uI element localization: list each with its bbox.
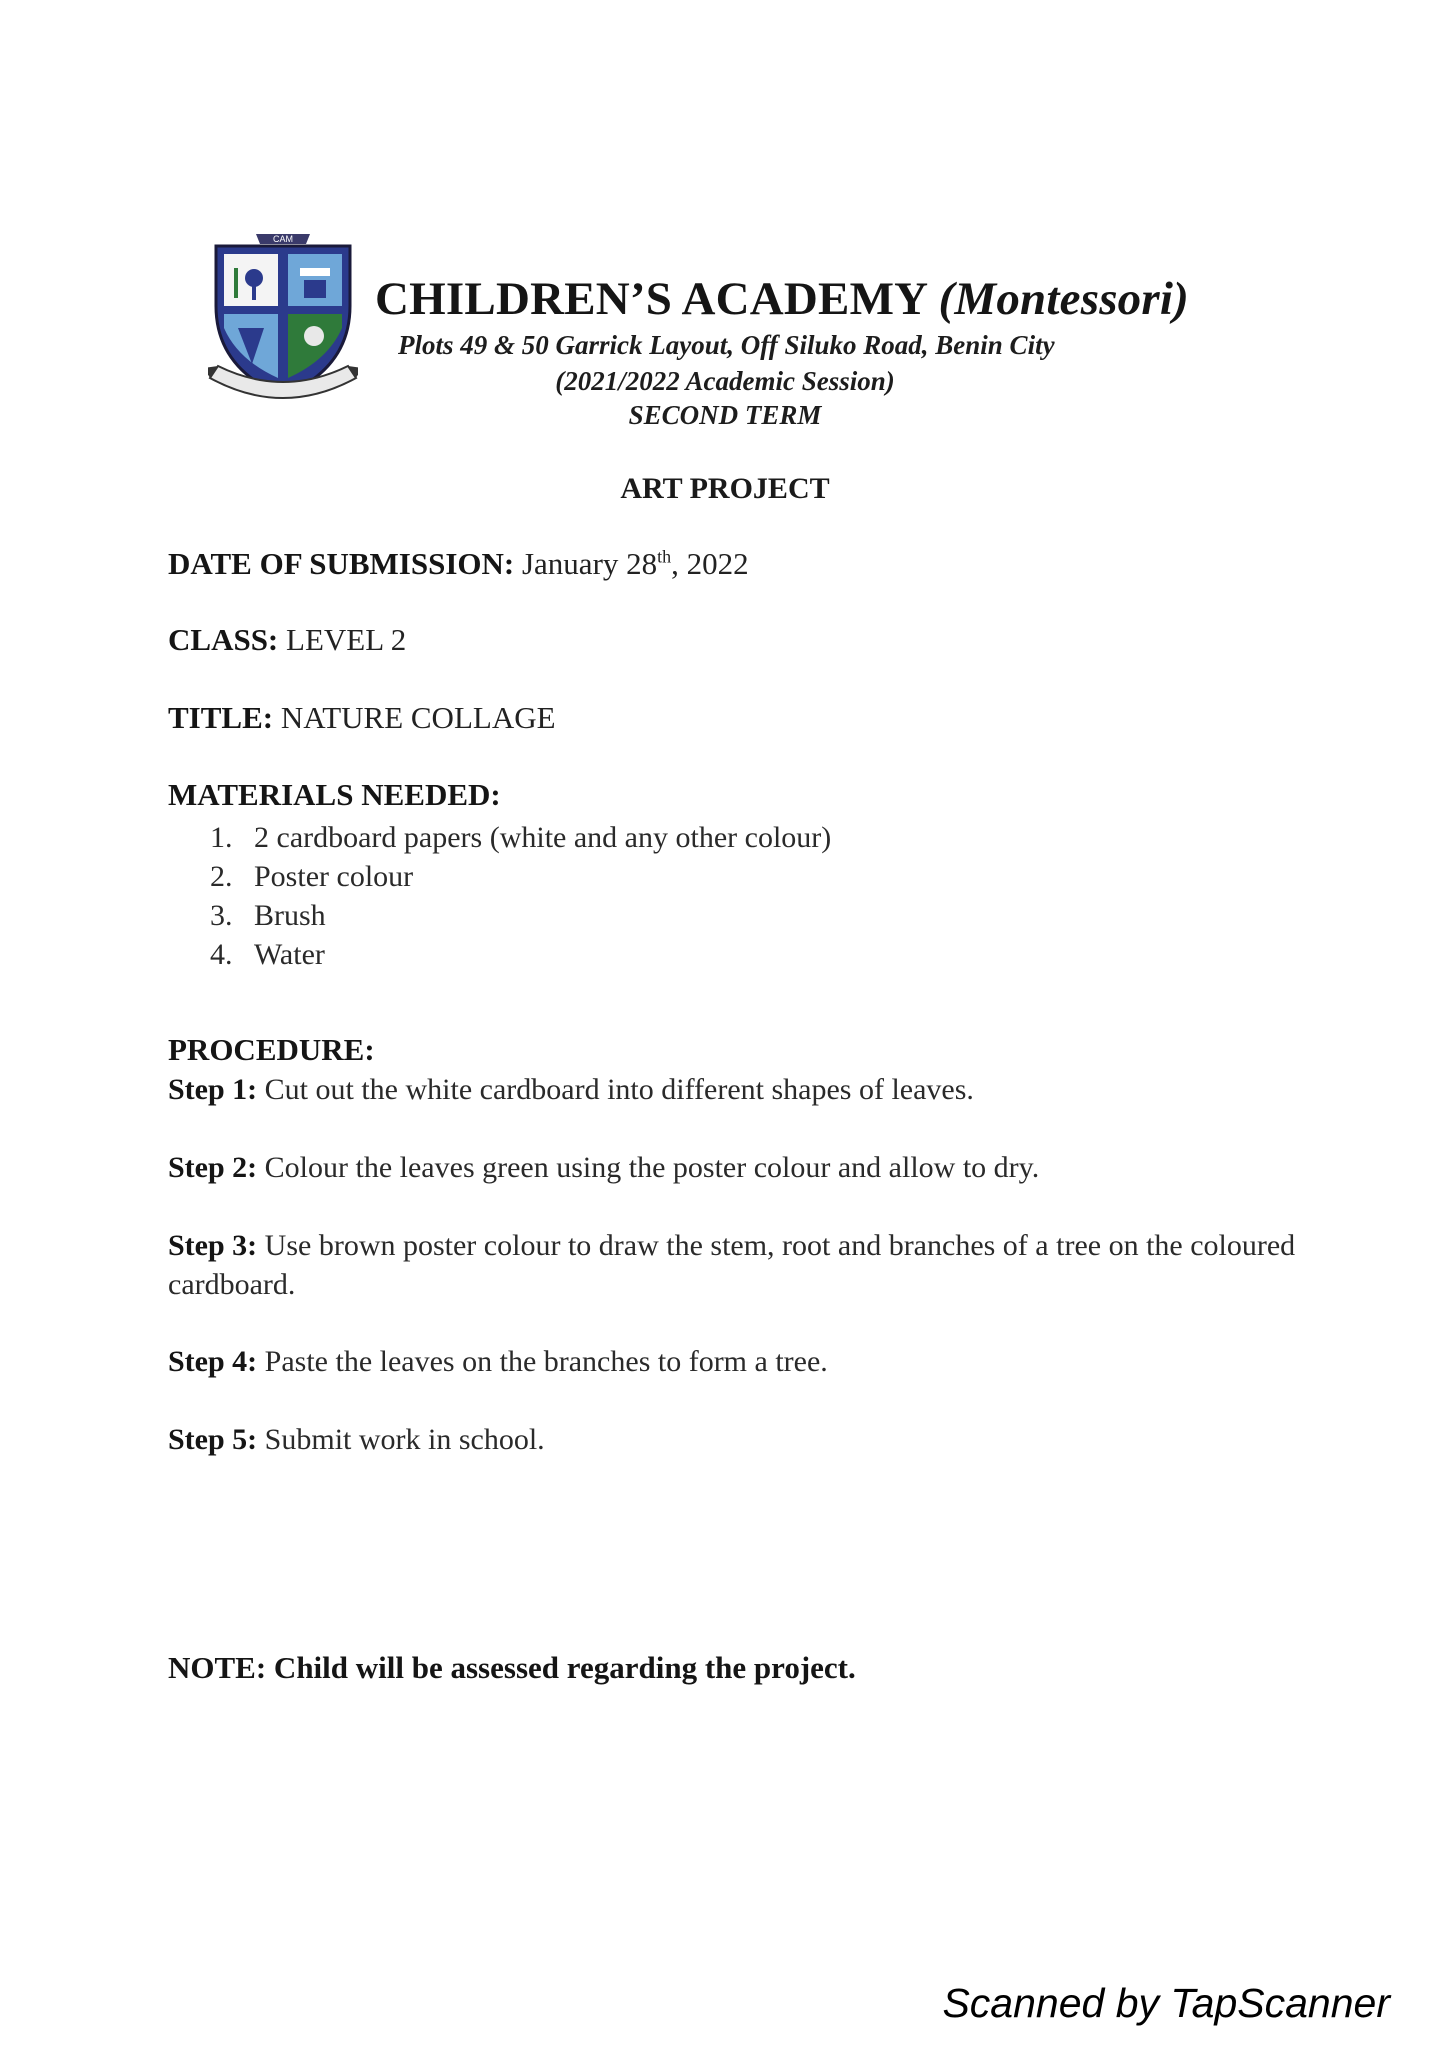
procedure-step: Step 5: Submit work in school. [168,1423,545,1456]
list-item: 2. Poster colour [210,860,414,893]
academic-session: (2021/2022 Academic Session) [555,366,895,396]
submission-date [168,546,749,582]
materials-heading: MATERIALS NEEDED: [168,777,501,812]
school-crest-icon [208,228,358,408]
assessment-note: NOTE: Child will be assessed regarding the project. [168,1650,856,1685]
title-field [168,700,556,736]
document-title: ART PROJECT [620,472,830,505]
school-address: Plots 49 & 50 Garrick Layout, Off Siluko Road, Benin City [398,330,1055,360]
school-name [375,272,1189,326]
procedure-step: Step 2: Colour the leaves green using the poster colour and allow to dry. [168,1151,1040,1184]
submission-date-value: January 28th, 2022 [521,546,749,581]
list-item: 1. 2 cardboard papers (white and any other colour) [210,821,832,854]
procedure-step: Step 4: Paste the leaves on the branches to form a tree. [168,1345,828,1378]
list-item: 4. Water [210,938,325,971]
submission-date-label: DATE OF SUBMISSION: [168,546,515,581]
class-label: CLASS: [168,622,279,657]
term-label: SECOND TERM [628,400,822,430]
school-name-text: CHILDREN’S ACADEMY [375,273,927,325]
procedure-step: Step 1: Cut out the white cardboard into different shapes of leaves. [168,1073,974,1106]
school-name-suffix: (Montessori) [938,273,1189,325]
procedure-step: Step 3: Use brown poster colour to draw the stem, root and branches of a tree on the coloured cardboard. [168,1229,1296,1301]
title-value: NATURE COLLAGE [280,700,556,735]
list-item: 3. Brush [210,899,326,932]
class-value: LEVEL 2 [286,622,407,657]
title-label: TITLE: [168,700,274,735]
materials-list [210,818,831,974]
procedure-heading: PROCEDURE: [168,1032,375,1067]
svg-text:CAM: CAM [273,234,293,244]
class-field [168,622,406,658]
scanner-watermark: Scanned by TapScanner [942,1980,1390,2026]
